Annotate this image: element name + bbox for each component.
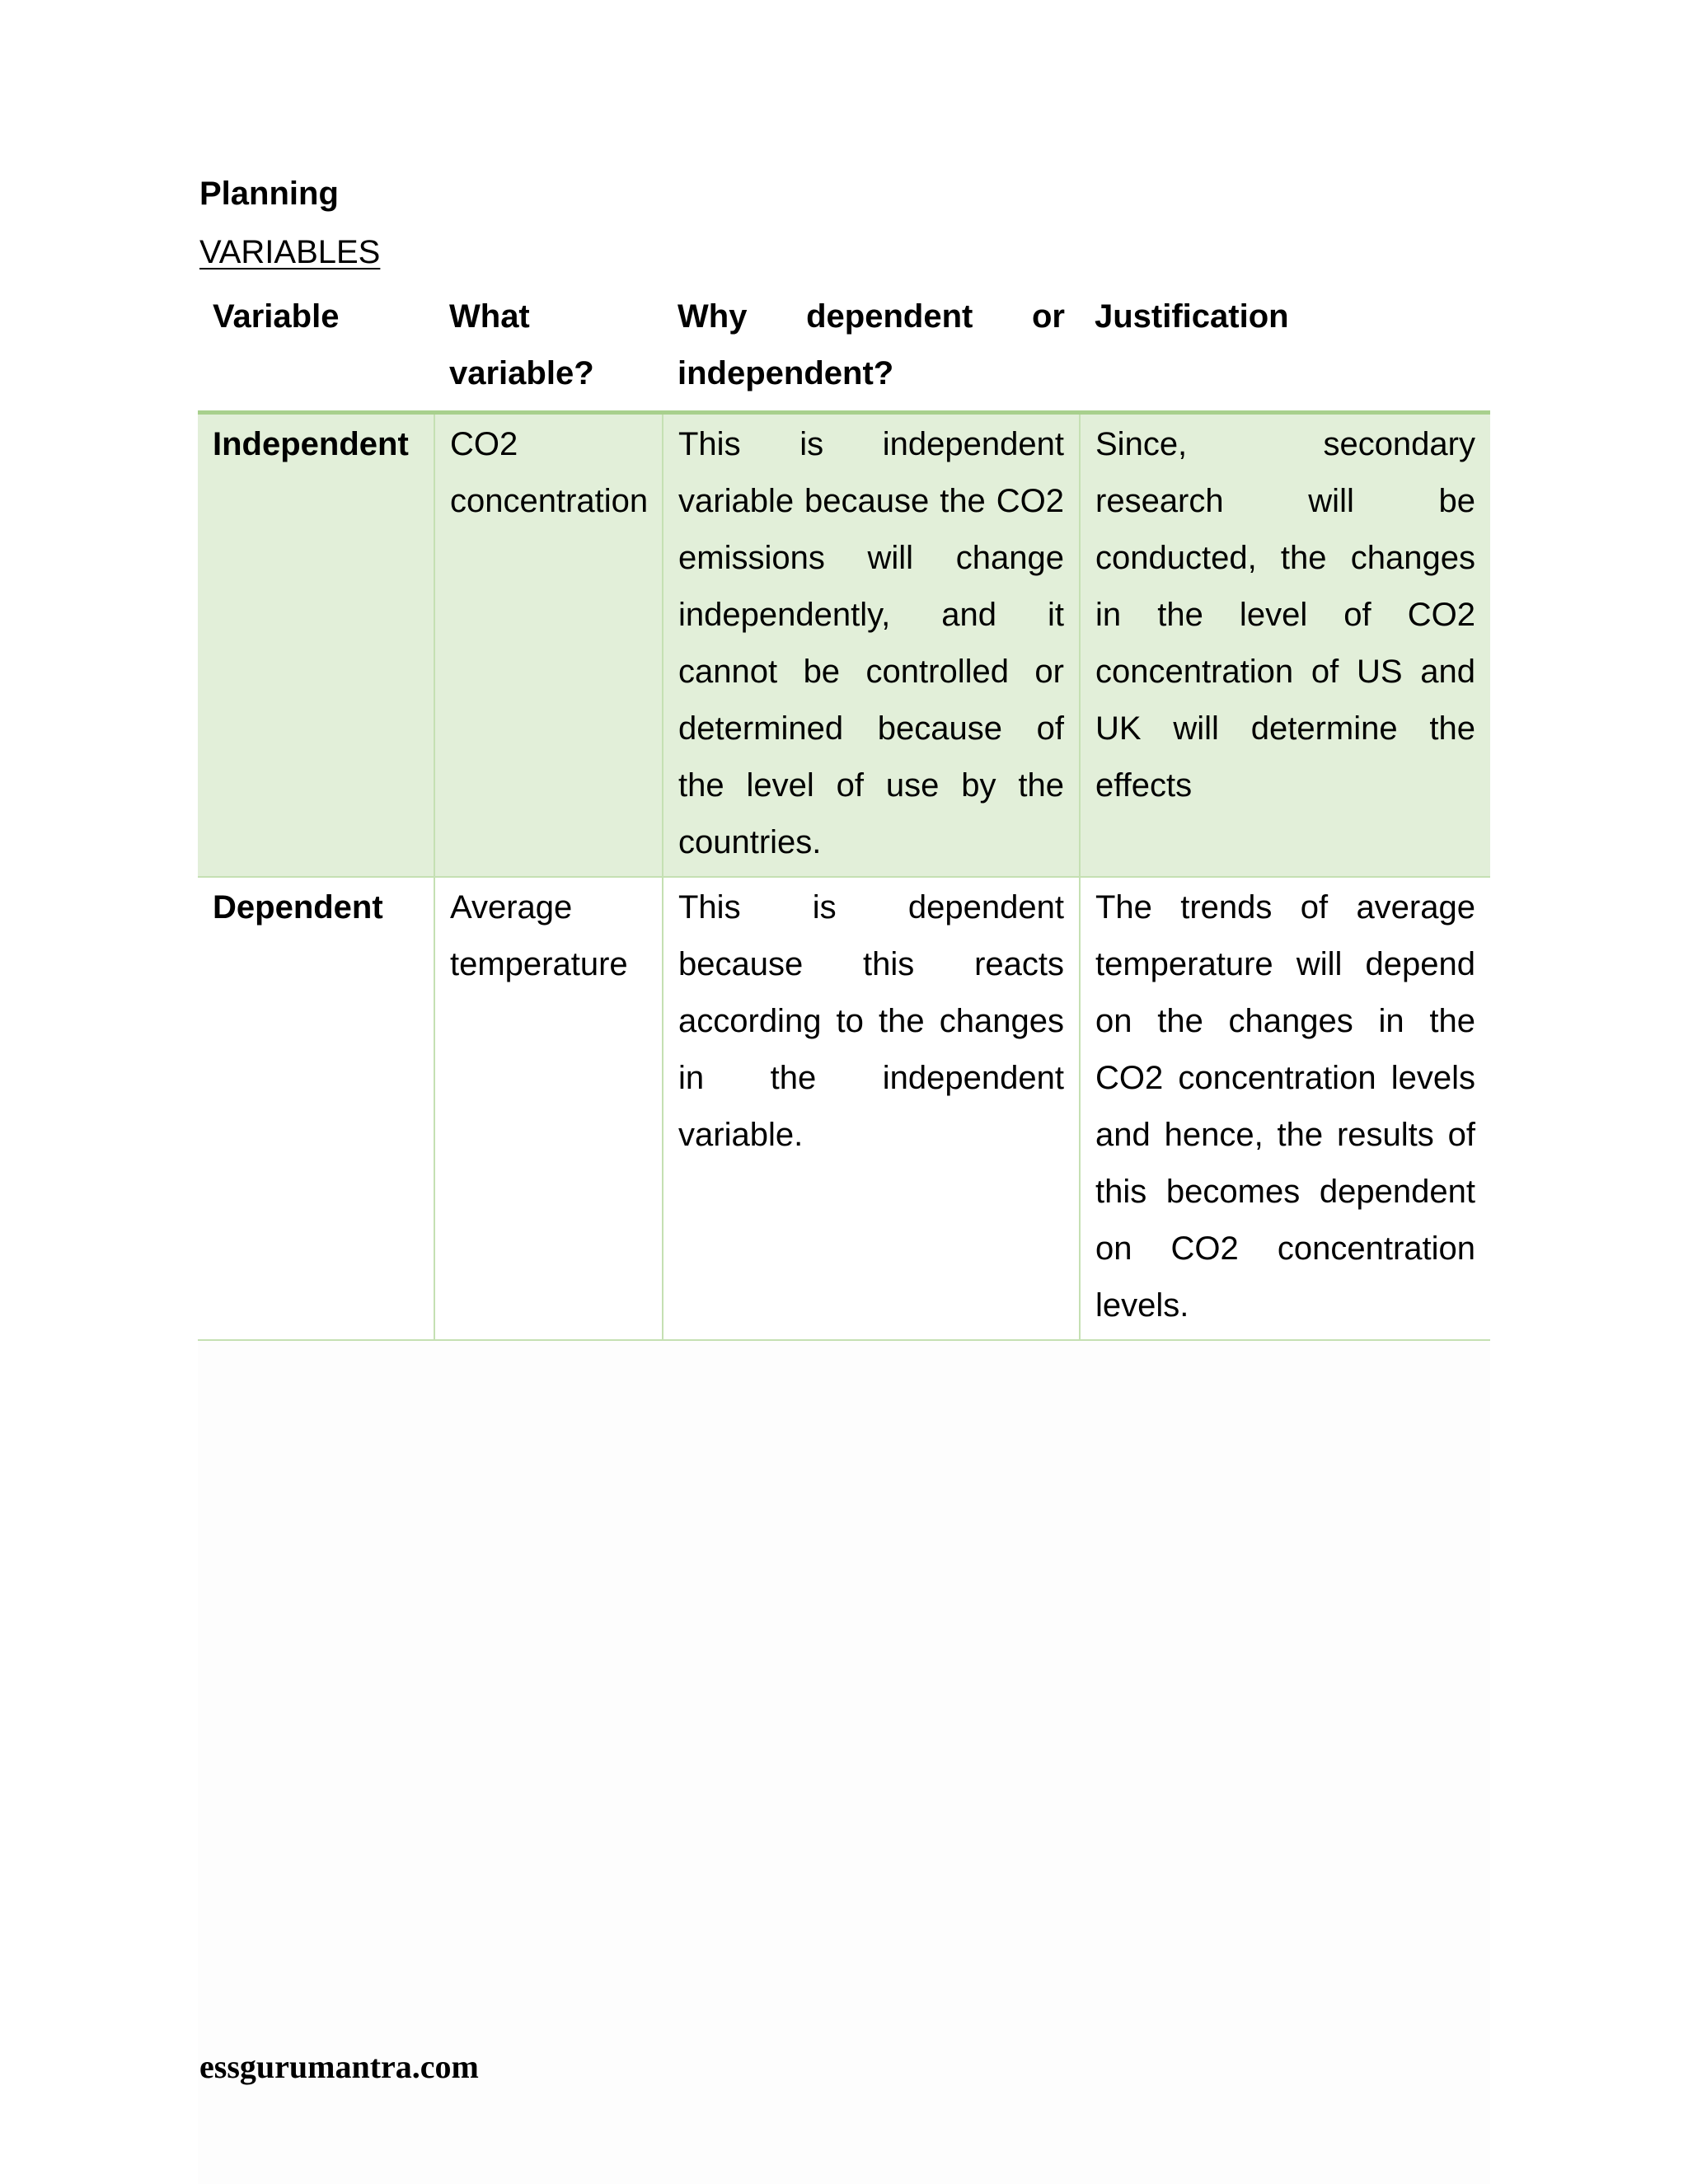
column-header-why bbox=[663, 284, 1080, 413]
section-subheading: VARIABLES bbox=[199, 234, 381, 270]
row-what-cell: Average temperature bbox=[434, 877, 663, 1340]
page-title: Planning bbox=[199, 176, 339, 212]
table-row bbox=[198, 413, 1490, 878]
table-row bbox=[198, 877, 1490, 1340]
row-why-cell: This is dependent because this reacts according to the changes in the independent variable. bbox=[663, 877, 1080, 1340]
row-variable-cell: Dependent bbox=[198, 877, 434, 1340]
row-what-cell: CO2 concentration bbox=[434, 413, 663, 878]
column-header-why-text: Why dependent or independent? bbox=[678, 298, 1065, 391]
column-header-justification: Justification bbox=[1080, 284, 1490, 413]
column-header-what-variable: What variable? bbox=[434, 284, 663, 413]
column-header-variable: Variable bbox=[198, 284, 434, 413]
footer-site-name: essgurumantra.com bbox=[199, 2048, 479, 2085]
table-header-row bbox=[198, 284, 1490, 413]
row-justification-cell: The trends of average temperature will depend on the changes in the CO2 concentration levels and hence, the results of this becomes dependent on CO2 concentration levels. bbox=[1080, 877, 1490, 1340]
row-justification-cell: Since, secondary research will be conducted, the changes in the level of CO2 concentration of US and UK will determine the effects bbox=[1080, 413, 1490, 878]
variables-table bbox=[198, 284, 1490, 1341]
row-variable-cell: Independent bbox=[198, 413, 434, 878]
row-why-cell: This is independent variable because the CO2 emissions will change independently, and it cannot be controlled or determined because of the level of use by the countries. bbox=[663, 413, 1080, 878]
